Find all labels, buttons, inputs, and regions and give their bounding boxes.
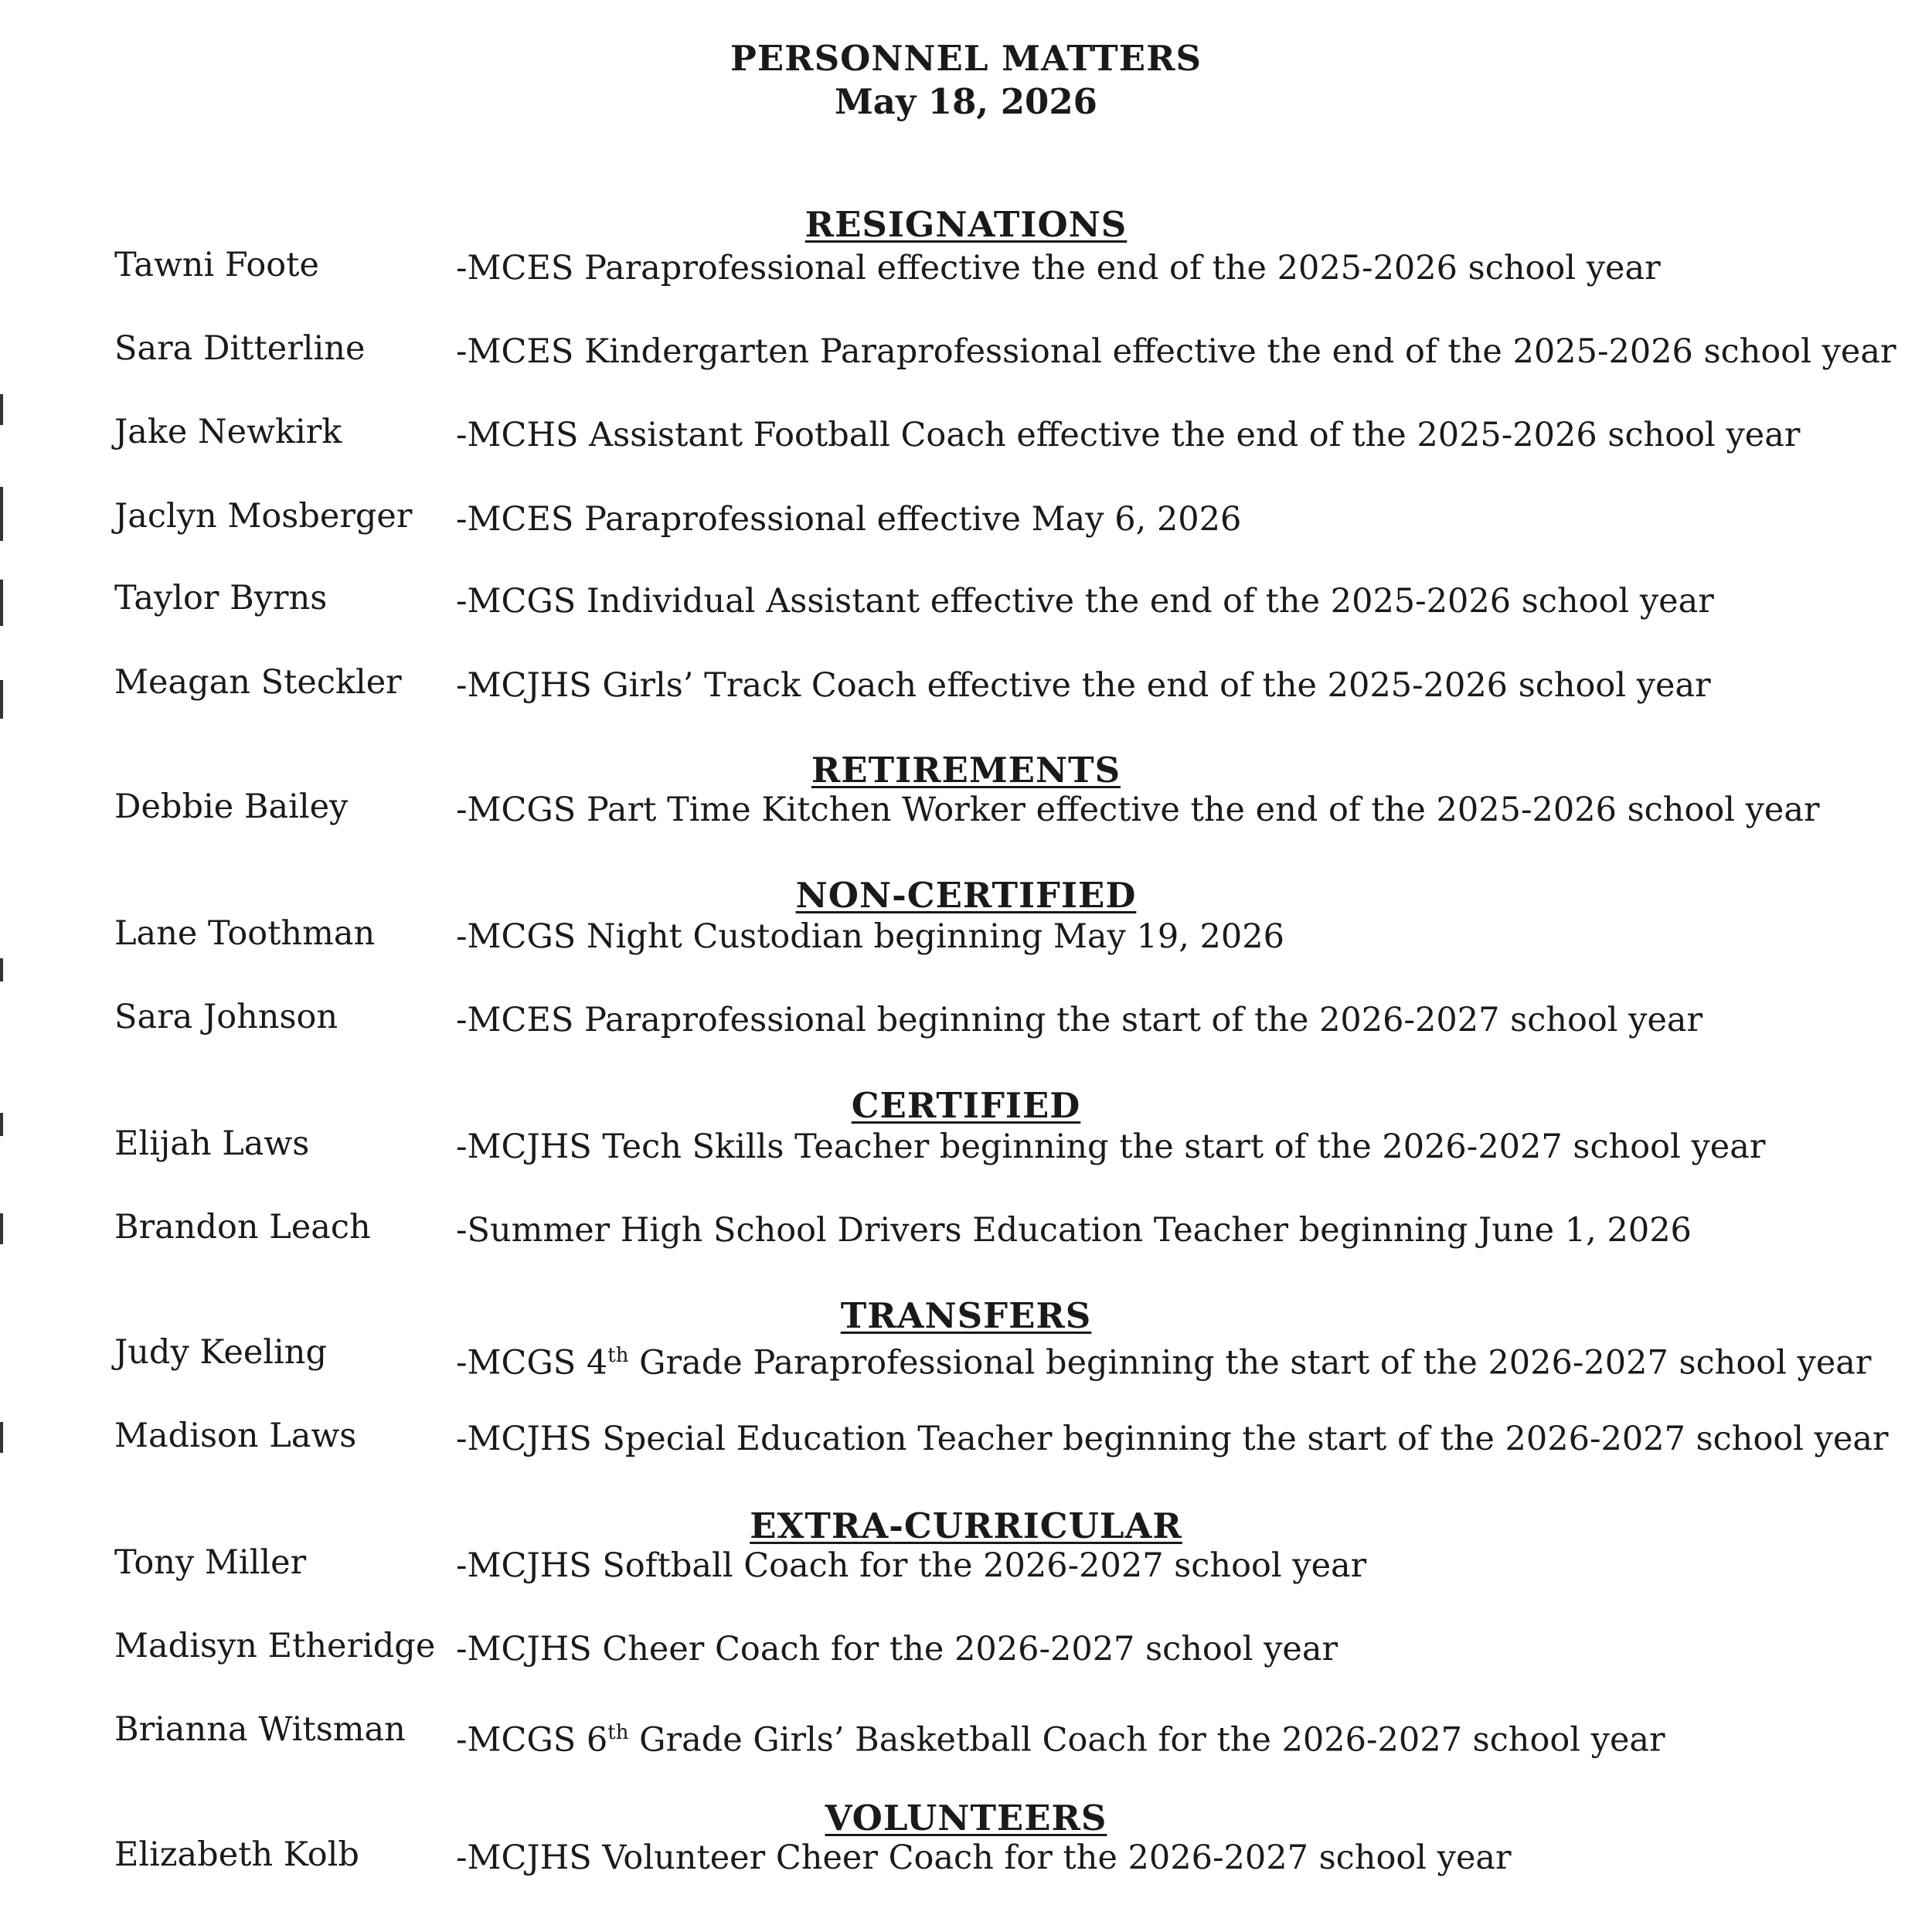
description-prefix: -MCGS 6 bbox=[456, 1720, 608, 1760]
position-description: -MCHS Assistant Football Coach effective the end of the 2025-2026 school year bbox=[456, 416, 1801, 454]
section-heading-transfers: TRANSFERS bbox=[840, 1295, 1092, 1336]
position-description: -MCJHS Girls’ Track Coach effective the end of the 2025-2026 school year bbox=[456, 666, 1711, 705]
position-description: -MCGS Night Custodian beginning May 19, 2026 bbox=[456, 917, 1284, 956]
section-heading-resignations: RESIGNATIONS bbox=[804, 204, 1128, 245]
position-description: -MCGS Individual Assistant effective the end of the 2025-2026 school year bbox=[456, 582, 1714, 621]
person-name: Taylor Byrns bbox=[114, 579, 328, 617]
person-name: Elizabeth Kolb bbox=[114, 1835, 359, 1874]
list-item bbox=[0, 661, 1932, 707]
person-name: Jaclyn Mosberger bbox=[114, 497, 413, 536]
list-item bbox=[0, 410, 1932, 457]
person-name: Lane Toothman bbox=[114, 914, 376, 953]
position-description: -MCJHS Volunteer Cheer Coach for the 2026-2027 school year bbox=[456, 1838, 1512, 1877]
position-description: -MCJHS Softball Coach for the 2026-2027 school year bbox=[456, 1546, 1367, 1585]
list-item bbox=[0, 785, 1932, 832]
person-name: Madisyn Etheridge bbox=[114, 1627, 436, 1665]
section-heading-retirements: RETIREMENTS bbox=[811, 750, 1121, 791]
section-heading-extra-curricular: EXTRA-CURRICULAR bbox=[750, 1505, 1182, 1546]
list-item bbox=[0, 1624, 1932, 1671]
person-name: Brianna Witsman bbox=[114, 1710, 406, 1749]
person-name: Meagan Steckler bbox=[114, 663, 402, 702]
person-name: Tony Miller bbox=[114, 1543, 307, 1582]
list-item bbox=[0, 243, 1932, 290]
position-description: -MCJHS Cheer Coach for the 2026-2027 school year bbox=[456, 1630, 1338, 1668]
list-item bbox=[0, 912, 1932, 958]
person-name: Debbie Bailey bbox=[114, 787, 349, 826]
scan-margin-mark bbox=[0, 958, 3, 981]
ordinal-suffix: th bbox=[607, 1721, 629, 1744]
position-description: -MCJHS Tech Skills Teacher beginning the start of the 2026-2027 school year bbox=[456, 1128, 1766, 1166]
list-item bbox=[0, 577, 1932, 623]
section-heading-certified: CERTIFIED bbox=[851, 1085, 1081, 1126]
list-item bbox=[0, 1331, 1932, 1383]
person-name: Tawni Foote bbox=[114, 246, 319, 284]
position-description bbox=[456, 1334, 1872, 1384]
section-heading-non-certified: NON-CERTIFIED bbox=[795, 875, 1137, 916]
position-description: -MCES Paraprofessional effective the end of the 2025-2026 school year bbox=[456, 249, 1661, 287]
section-heading-volunteers: VOLUNTEERS bbox=[825, 1798, 1107, 1838]
position-description bbox=[456, 1711, 1665, 1761]
description-suffix: Grade Girls’ Basketball Coach for the 2026-2027 school year bbox=[628, 1720, 1665, 1760]
list-item bbox=[0, 1541, 1932, 1587]
person-name: Elijah Laws bbox=[114, 1124, 310, 1163]
position-description: -MCES Paraprofessional beginning the start of the 2026-2027 school year bbox=[456, 1001, 1703, 1039]
list-item bbox=[0, 995, 1932, 1042]
list-item bbox=[0, 1414, 1932, 1461]
person-name: Brandon Leach bbox=[114, 1208, 371, 1247]
list-item bbox=[0, 327, 1932, 373]
list-item bbox=[0, 1708, 1932, 1760]
person-name: Sara Johnson bbox=[114, 998, 338, 1036]
list-item bbox=[0, 1833, 1932, 1879]
document-date: May 18, 2026 bbox=[835, 81, 1097, 122]
person-name: Sara Ditterline bbox=[114, 329, 366, 368]
person-name: Jake Newkirk bbox=[114, 413, 342, 451]
position-description: -Summer High School Drivers Education Teacher beginning June 1, 2026 bbox=[456, 1211, 1692, 1250]
list-item bbox=[0, 1122, 1932, 1168]
description-suffix: Grade Paraprofessional beginning the start of the 2026-2027 school year bbox=[628, 1343, 1872, 1383]
list-item bbox=[0, 495, 1932, 541]
position-description: -MCES Paraprofessional effective May 6, 2026 bbox=[456, 500, 1242, 539]
description-prefix: -MCGS 4 bbox=[456, 1343, 608, 1383]
person-name: Madison Laws bbox=[114, 1417, 357, 1455]
person-name: Judy Keeling bbox=[114, 1333, 328, 1372]
list-item bbox=[0, 1206, 1932, 1252]
position-description: -MCES Kindergarten Paraprofessional effective the end of the 2025-2026 school year bbox=[456, 332, 1896, 371]
ordinal-suffix: th bbox=[607, 1344, 629, 1367]
document-title: PERSONNEL MATTERS bbox=[730, 38, 1202, 79]
position-description: -MCGS Part Time Kitchen Worker effective the end of the 2025-2026 school year bbox=[456, 791, 1820, 829]
position-description: -MCJHS Special Education Teacher beginning the start of the 2026-2027 school year bbox=[456, 1420, 1889, 1458]
